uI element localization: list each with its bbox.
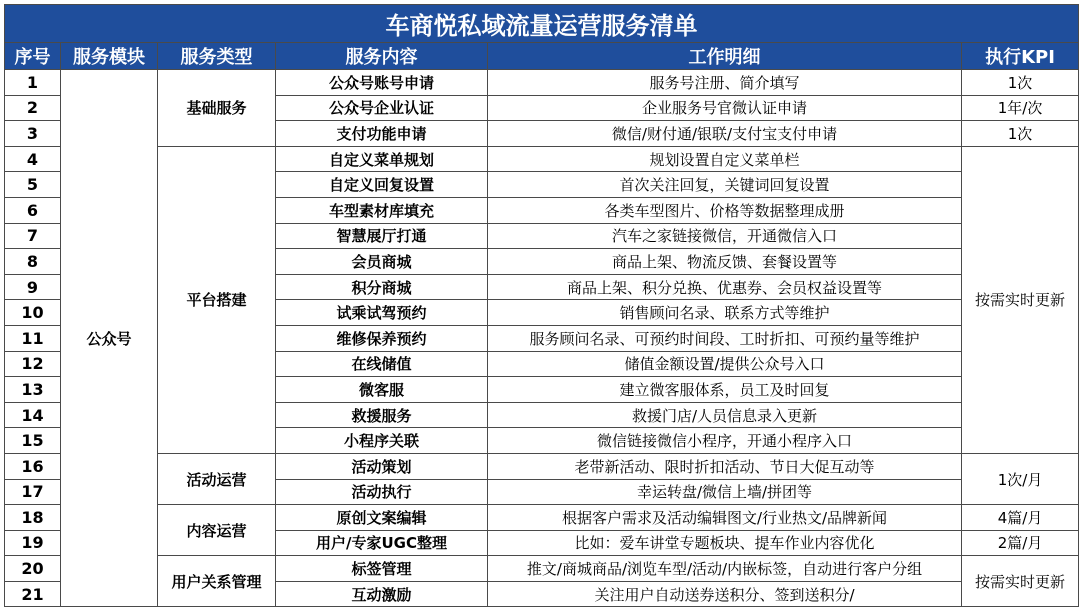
service-content-cell: 用户/专家UGC整理 [276,530,488,556]
header-row [5,43,1079,70]
module-cell: 公众号 [61,70,158,607]
service-list-sheet [4,4,1078,607]
service-content-cell: 维修保养预约 [276,325,488,351]
work-detail-cell: 根据客户需求及活动编辑图文/行业热文/品牌新闻 [488,505,962,531]
service-content-cell: 互动激励 [276,581,488,607]
table-row [5,556,1079,582]
work-detail-cell: 建立微客服体系，员工及时回复 [488,377,962,403]
service-table [4,4,1079,607]
sheet-title: 车商悦私域流量运营服务清单 [5,5,1079,43]
work-detail-cell: 商品上架、物流反馈、套餐设置等 [488,249,962,275]
service-type-cell: 内容运营 [158,505,276,556]
service-content-cell: 公众号账号申请 [276,70,488,96]
service-type-cell: 用户关系管理 [158,556,276,607]
work-detail-cell: 推文/商城商品/浏览车型/活动/内嵌标签，自动进行客户分组 [488,556,962,582]
row-number: 16 [5,453,61,479]
work-detail-cell: 汽车之家链接微信，开通微信入口 [488,223,962,249]
row-number: 18 [5,505,61,531]
header-no: 序号 [5,43,61,70]
work-detail-cell: 储值金额设置/提供公众号入口 [488,351,962,377]
work-detail-cell: 规划设置自定义菜单栏 [488,146,962,172]
header-detail: 工作明细 [488,43,962,70]
kpi-cell: 1次 [962,121,1079,147]
table-row [5,70,1079,96]
header-module: 服务模块 [61,43,158,70]
row-number: 5 [5,172,61,198]
service-content-cell: 支付功能申请 [276,121,488,147]
table-row [5,146,1079,172]
row-number: 8 [5,249,61,275]
row-number: 3 [5,121,61,147]
service-content-cell: 公众号企业认证 [276,95,488,121]
service-content-cell: 活动执行 [276,479,488,505]
work-detail-cell: 微信/财付通/银联/支付宝支付申请 [488,121,962,147]
row-number: 10 [5,300,61,326]
kpi-cell: 按需实时更新 [962,146,1079,453]
table-row [5,505,1079,531]
service-content-cell: 标签管理 [276,556,488,582]
service-content-cell: 在线储值 [276,351,488,377]
row-number: 4 [5,146,61,172]
kpi-cell: 1次/月 [962,453,1079,504]
work-detail-cell: 服务顾问名录、可预约时间段、工时折扣、可预约量等维护 [488,325,962,351]
kpi-cell: 1次 [962,70,1079,96]
service-content-cell: 会员商城 [276,249,488,275]
work-detail-cell: 销售顾问名录、联系方式等维护 [488,300,962,326]
work-detail-cell: 微信链接微信小程序，开通小程序入口 [488,428,962,454]
service-content-cell: 活动策划 [276,453,488,479]
work-detail-cell: 幸运转盘/微信上墙/拼团等 [488,479,962,505]
row-number: 2 [5,95,61,121]
row-number: 11 [5,325,61,351]
work-detail-cell: 商品上架、积分兑换、优惠券、会员权益设置等 [488,274,962,300]
service-content-cell: 小程序关联 [276,428,488,454]
table-row [5,453,1079,479]
row-number: 15 [5,428,61,454]
service-content-cell: 微客服 [276,377,488,403]
kpi-cell: 1年/次 [962,95,1079,121]
service-content-cell: 智慧展厅打通 [276,223,488,249]
row-number: 19 [5,530,61,556]
service-content-cell: 原创文案编辑 [276,505,488,531]
work-detail-cell: 老带新活动、限时折扣活动、节日大促互动等 [488,453,962,479]
service-content-cell: 试乘试驾预约 [276,300,488,326]
header-type: 服务类型 [158,43,276,70]
service-type-cell: 基础服务 [158,70,276,147]
row-number: 12 [5,351,61,377]
service-content-cell: 自定义菜单规划 [276,146,488,172]
row-number: 6 [5,197,61,223]
service-content-cell: 自定义回复设置 [276,172,488,198]
row-number: 21 [5,581,61,607]
work-detail-cell: 各类车型图片、价格等数据整理成册 [488,197,962,223]
work-detail-cell: 比如：爱车讲堂专题板块、提车作业内容优化 [488,530,962,556]
row-number: 7 [5,223,61,249]
work-detail-cell: 关注用户自动送券送积分、签到送积分/ [488,581,962,607]
kpi-cell: 2篇/月 [962,530,1079,556]
table-body [5,70,1079,607]
row-number: 13 [5,377,61,403]
work-detail-cell: 救援门店/人员信息录入更新 [488,402,962,428]
work-detail-cell: 企业服务号官微认证申请 [488,95,962,121]
service-type-cell: 平台搭建 [158,146,276,453]
work-detail-cell: 首次关注回复，关键词回复设置 [488,172,962,198]
kpi-cell: 4篇/月 [962,505,1079,531]
row-number: 20 [5,556,61,582]
service-content-cell: 救援服务 [276,402,488,428]
service-content-cell: 积分商城 [276,274,488,300]
service-content-cell: 车型素材库填充 [276,197,488,223]
row-number: 1 [5,70,61,96]
row-number: 9 [5,274,61,300]
work-detail-cell: 服务号注册、简介填写 [488,70,962,96]
service-type-cell: 活动运营 [158,453,276,504]
row-number: 14 [5,402,61,428]
header-content: 服务内容 [276,43,488,70]
header-kpi: 执行KPI [962,43,1079,70]
kpi-cell: 按需实时更新 [962,556,1079,607]
row-number: 17 [5,479,61,505]
